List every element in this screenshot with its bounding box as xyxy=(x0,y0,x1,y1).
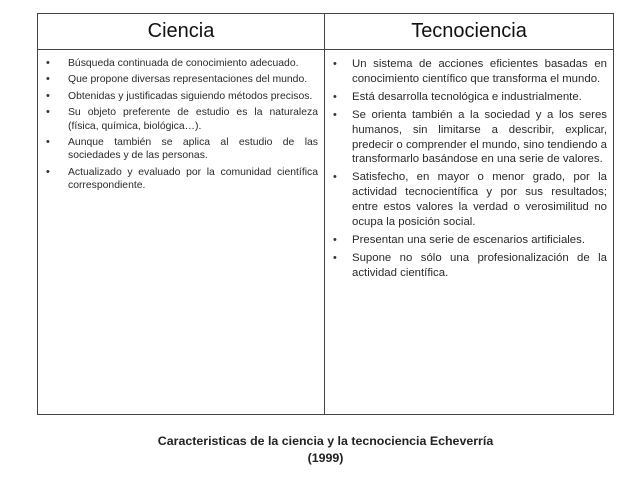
list-item xyxy=(331,251,607,280)
list-item xyxy=(44,73,318,86)
list-item xyxy=(331,57,607,86)
list-item-text: Obtenidas y justificadas siguiendo métodos precisos. xyxy=(68,90,313,102)
ciencia-column xyxy=(38,50,325,414)
list-item xyxy=(44,106,318,133)
list-item xyxy=(331,233,607,248)
list-item xyxy=(44,90,318,103)
figure-caption xyxy=(37,433,614,467)
list-item xyxy=(44,166,318,193)
list-item-text: Un sistema de acciones eficientes basadas en conocimiento científico que transforma el mundo. xyxy=(352,58,607,85)
caption-line-2: (1999) xyxy=(307,451,344,465)
bullet-icon: • xyxy=(46,57,50,69)
bullet-icon: • xyxy=(46,73,50,86)
table-header-row xyxy=(38,14,613,50)
list-item-text: Actualizado y evaluado por la comunidad científica correspondiente. xyxy=(68,166,318,192)
bullet-icon: • xyxy=(46,89,50,102)
header-ciencia: Ciencia xyxy=(38,14,325,49)
bullet-icon: • xyxy=(333,171,337,184)
caption-line-1: Caracteristicas de la ciencia y la tecnociencia Echeverría xyxy=(157,434,494,448)
bullet-icon: • xyxy=(333,233,337,246)
table-body-row xyxy=(38,50,613,414)
list-item-text: Supone no sólo una profesionalización de la actividad científica. xyxy=(352,251,607,279)
tecnociencia-column xyxy=(325,50,613,414)
list-item xyxy=(44,57,318,70)
list-item-text: Búsqueda continuada de conocimiento adecuado. xyxy=(68,58,299,69)
list-item xyxy=(44,136,318,163)
bullet-icon: • xyxy=(333,58,337,70)
bullet-icon: • xyxy=(333,90,337,103)
list-item-text: Está desarrolla tecnológica e industrialmente. xyxy=(352,90,582,103)
bullet-icon: • xyxy=(46,165,50,178)
list-item xyxy=(331,170,607,229)
list-item-text: Presentan una serie de escenarios artificiales. xyxy=(352,233,586,246)
bullet-icon: • xyxy=(46,136,50,149)
ciencia-list xyxy=(44,57,318,193)
bullet-icon: • xyxy=(46,106,50,119)
list-item-text: Su objeto preferente de estudio es la naturaleza (física, química, biológica…). xyxy=(68,107,318,132)
header-tecnociencia: Tecnociencia xyxy=(411,20,527,42)
tecnociencia-list xyxy=(331,57,607,280)
bullet-icon: • xyxy=(333,251,337,264)
list-item-text: Que propone diversas representaciones del mundo. xyxy=(68,74,308,86)
bullet-icon: • xyxy=(333,109,337,122)
comparison-table xyxy=(37,13,614,415)
list-item-text: Satisfecho, en mayor o menor grado, por la actividad tecnocientífica y por sus resultados; entre estos valores la verdad o verosimilitud no ocupa la posición social. xyxy=(352,171,607,228)
list-item-text: Aunque también se aplica al estudio de las sociedades y de las personas. xyxy=(68,137,318,162)
list-item-text: Se orienta también a la sociedad y a los seres humanos, sin limitarse a describir, explicar, predecir o comprender el mundo, sino tendiendo a transformarlo basándose en una serie de valores. xyxy=(352,109,607,166)
list-item xyxy=(331,108,607,167)
list-item xyxy=(331,90,607,105)
